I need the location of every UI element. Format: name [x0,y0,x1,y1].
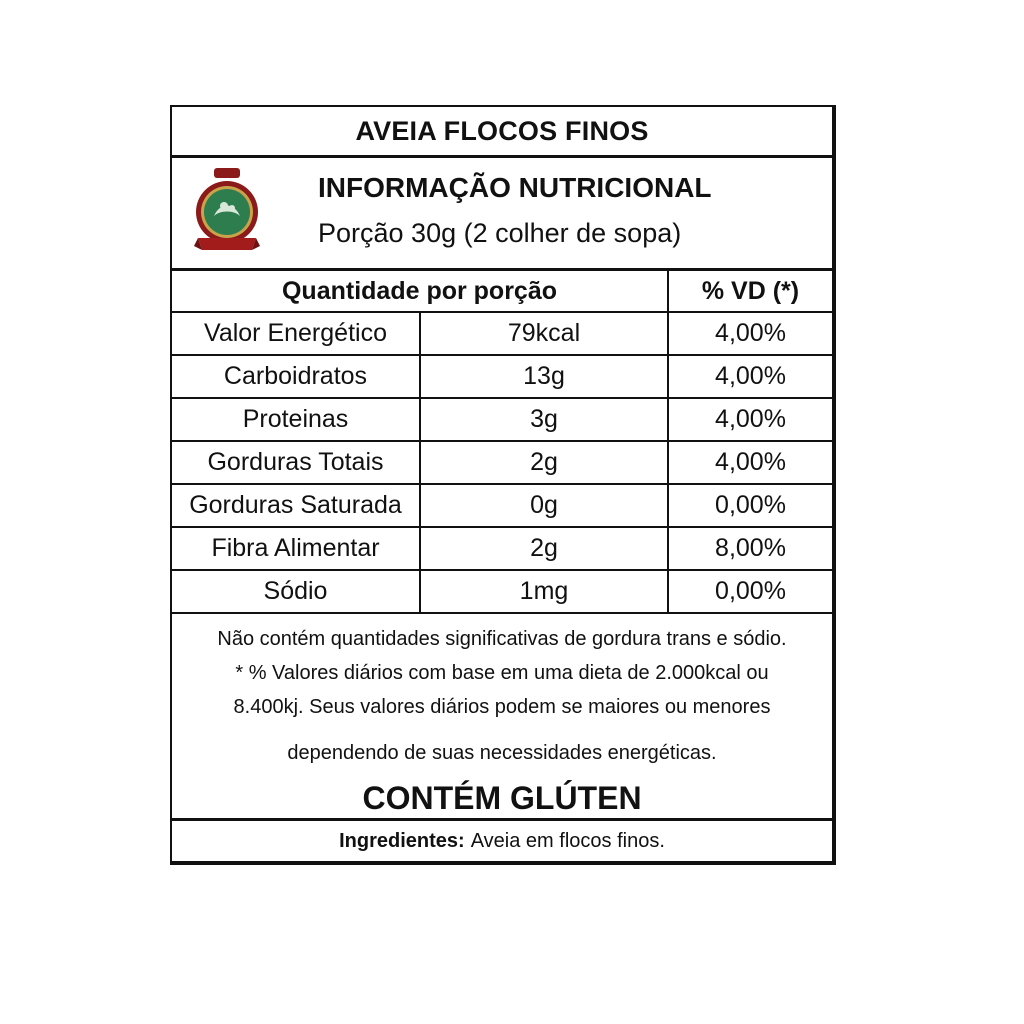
nutrient-name: Fibra Alimentar [172,527,420,570]
nutrition-info-title: INFORMAÇÃO NUTRICIONAL [318,172,712,203]
vd-header: % VD (*) [668,271,832,312]
gluten-warning: CONTÉM GLÚTEN [362,780,642,816]
nutrient-vd: 4,00% [668,441,832,484]
nutrient-name: Gorduras Saturada [172,484,420,527]
nutrient-name: Sódio [172,570,420,613]
nutrient-amount: 1mg [420,570,668,613]
ingredients-text: Aveia em flocos finos. [470,829,665,852]
footnote-daily-values-cont: 8.400kj. Seus valores diários podem se maiores ou menores [233,696,771,718]
footnote-daily-values: * % Valores diários com base em uma dieta de 2.000kcal ou [235,662,769,684]
nutrient-vd: 4,00% [668,398,832,441]
table-row [172,441,832,484]
nutrient-amount: 13g [420,355,668,398]
table-row [172,355,832,398]
table-row [172,527,832,570]
nutrient-vd: 4,00% [668,312,832,355]
nutrient-vd: 0,00% [668,484,832,527]
footnote-trans-fat: Não contém quantidades significativas de gordura trans e sódio. [217,628,787,650]
table-header-row [172,271,832,312]
nutrient-vd: 0,00% [668,570,832,613]
portion-size: Porção 30g (2 colher de sopa) [318,218,682,248]
footnotes [172,614,832,770]
nutrient-name: Gorduras Totais [172,441,420,484]
nutrition-header [172,158,832,271]
table-row [172,312,832,355]
nutrient-amount: 2g [420,527,668,570]
nutrient-amount: 79kcal [420,312,668,355]
nutrient-name: Valor Energético [172,312,420,355]
brand-seal-logo [194,166,260,258]
nutrient-amount: 2g [420,441,668,484]
footnote-energy-needs: dependendo de suas necessidades energéticas. [287,742,717,764]
nutrient-vd: 4,00% [668,355,832,398]
ingredients [172,818,832,861]
nutrition-table [172,271,832,614]
quantity-header: Quantidade por porção [172,271,668,312]
nutrient-vd: 8,00% [668,527,832,570]
table-row [172,484,832,527]
nutrition-label [170,105,836,865]
nutrient-name: Proteinas [172,398,420,441]
table-row [172,398,832,441]
ingredients-label: Ingredientes: [339,829,465,852]
nutrient-name: Carboidratos [172,355,420,398]
nutrient-amount: 3g [420,398,668,441]
table-row [172,570,832,613]
product-title: AVEIA FLOCOS FINOS [172,107,832,158]
nutrient-amount: 0g [420,484,668,527]
